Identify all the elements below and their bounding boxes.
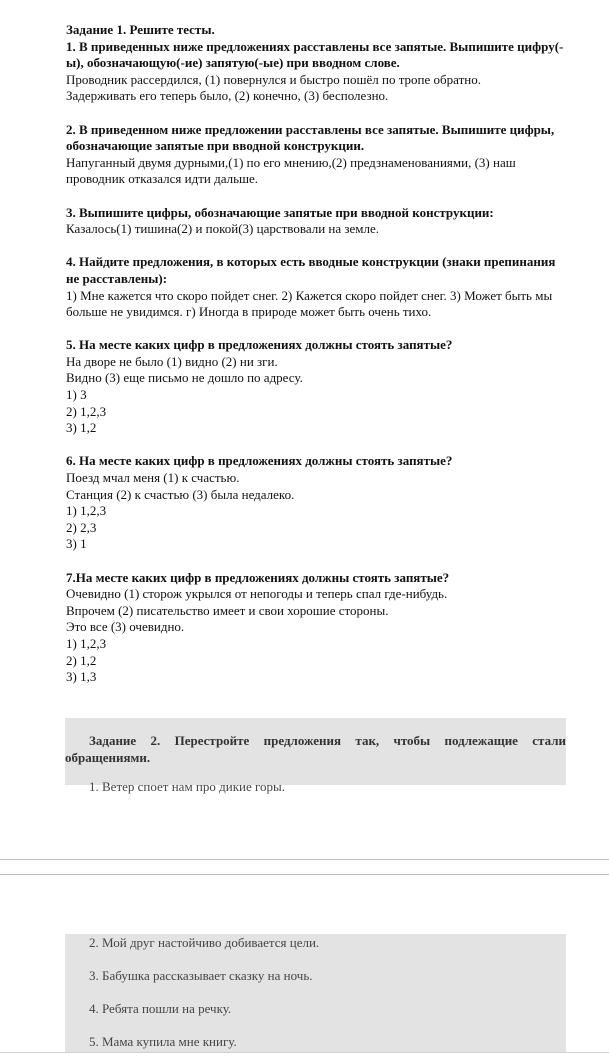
question-3-text: 3. Выпишите цифры, обозначающие запятые при вводной конструкции: xyxy=(66,204,494,220)
question-5-option-1: 1) 3 xyxy=(66,387,87,403)
question-7-text: 7.На месте каких цифр в предложениях должны стоять запятые? xyxy=(66,569,450,585)
question-2 xyxy=(66,122,566,188)
page-divider-bottom xyxy=(0,874,609,875)
page-bottom-border xyxy=(0,1052,609,1053)
task2-item-4: 4. Ребята пошли на речку. xyxy=(89,1001,232,1016)
question-5-text: 5. На месте каких цифр в предложениях должны стоять запятые? xyxy=(66,337,453,353)
question-6-option-1: 1) 1,2,3 xyxy=(66,503,107,519)
question-1-line-1: Проводник рассердился, (1) повернулся и быстро пошёл по тропе обратно. xyxy=(66,71,481,87)
question-6 xyxy=(66,453,566,553)
question-2-sentence: Напуганный двумя дурными,(1) по его мнению,(2) предзнаменованиями, (3) наш проводник отказался идти дальше. xyxy=(66,154,516,187)
question-3 xyxy=(66,205,566,238)
question-2-text: 2. В приведенном ниже предложении расставлены все запятые. Выпишите цифры, обозначающие запятые при вводной конструкции. xyxy=(66,121,555,154)
task2-title-text: Задание 2. Перестройте предложения так, чтобы подлежащие стали обращениями. xyxy=(65,733,566,765)
question-6-line-2: Станция (2) к счастью (3) была недалеко. xyxy=(66,486,295,502)
task2-title xyxy=(65,731,566,766)
question-1-text: 1. В приведенных ниже предложениях расставлены все запятые. Выпишите цифру(-ы), обозначающую(-ие) запятую(-ые) при вводном слове. xyxy=(66,38,564,71)
question-5-line-2: Видно (3) еще письмо не дошло по адресу. xyxy=(66,370,303,386)
task2-block-top xyxy=(65,718,566,795)
question-7-option-3: 3) 1,3 xyxy=(66,669,97,685)
question-7-line-1: Очевидно (1) сторож укрылся от непогоды и теперь спал где-нибудь. xyxy=(66,586,448,602)
question-6-line-1: Поезд мчал меня (1) к счастью. xyxy=(66,470,240,486)
task2-item-5: 5. Мама купила мне книгу. xyxy=(89,1034,237,1049)
question-3-sentence: Казалось(1) тишина(2) и покой(3) царствовали на земле. xyxy=(66,221,380,237)
question-5-option-3: 3) 1,2 xyxy=(66,420,97,436)
question-7 xyxy=(66,570,566,686)
question-5-option-2: 2) 1,2,3 xyxy=(66,403,107,419)
task1-title: Задание 1. Решите тесты. xyxy=(66,22,215,37)
question-7-option-1: 1) 1,2,3 xyxy=(66,635,107,651)
question-1-line-2: Задерживать его теперь было, (2) конечно, (3) бесполезно. xyxy=(66,88,389,104)
task2-item-1: 1. Ветер споет нам про дикие горы. xyxy=(89,779,285,795)
question-4-text: 4. Найдите предложения, в которых есть вводные конструкции (знаки препинания не расставлены): xyxy=(66,254,556,286)
task2-block-bottom xyxy=(65,934,566,1052)
question-5-line-1: На дворе не было (1) видно (2) ни зги. xyxy=(66,353,278,369)
question-7-line-3: Это все (3) очевидно. xyxy=(66,619,185,635)
question-5 xyxy=(66,337,566,437)
question-7-line-2: Впрочем (2) писательство имеет и свои хорошие стороны. xyxy=(66,602,389,618)
question-4 xyxy=(66,254,566,320)
question-4-sentences: 1) Мне кажется что скоро пойдет снег. 2) Кажется скоро пойдет снег. 3) Может быть мы больше не увидимся. г) Иногда в природе может быть очень тихо. xyxy=(66,287,553,320)
question-1 xyxy=(66,39,566,105)
task2-item-3: 3. Бабушка рассказывает сказку на ночь. xyxy=(89,968,313,983)
question-6-option-2: 2) 2,3 xyxy=(66,519,97,535)
question-7-option-2: 2) 1,2 xyxy=(66,652,97,668)
page-divider-top xyxy=(0,859,609,860)
question-6-option-3: 3) 1 xyxy=(66,536,87,552)
question-6-text: 6. На месте каких цифр в предложениях должны стоять запятые? xyxy=(66,453,453,469)
task1-document xyxy=(66,22,566,686)
task2-item-2: 2. Мой друг настойчиво добивается цели. xyxy=(89,935,320,950)
